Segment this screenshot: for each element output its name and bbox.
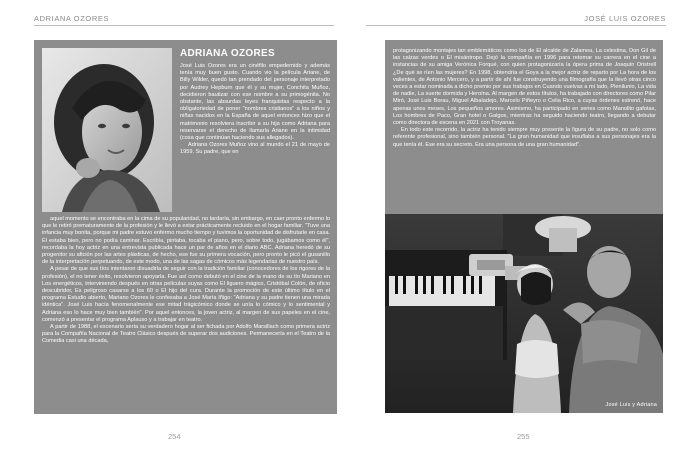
continuation-text <box>393 48 656 149</box>
paragraph: José Luis Ozores era un cinéfilo empedernido y además tenía muy buen gusto. Cuando vio la película Ariane, de Billy Wilder, quedó tan prendado del personaje interpretado por Audrey Hepburn que él y su mujer, Conchita Muñoz, decidieron bautizar con ese nombre a su primogénita. No obstante, las absurdas leyes franquistas respecto a la obligatoriedad de poner "nombres cristianos" a los niños y niñas nacidos en la España de aquel entonces hizo que el matrimonio resolviera inscribir a su hija como Adriana para reservarse el derecho de llamarla Ariane en la intimidad (cosa que continúan haciendo sus allegados). <box>180 63 330 142</box>
photo-caption: José Luis y Adriana <box>605 402 657 408</box>
bio-title: ADRIANA OZORES <box>180 48 275 59</box>
bio-column-text <box>180 63 330 157</box>
portrait-photo <box>42 48 172 212</box>
paragraph: A pesar de que sus tíos intentaron disuadirla de seguir con la tradición familiar (conocedores de los rigores de la profesión), el no tener éxito, resolvieron apoyarla. Fue así como debutó en el cine de la mano de su tío Mariano en Los energéticos, interviniendo después en otras películas suyas como El liguero mágico, Cristóbal Colón, de oficio descubridor, Es peligroso casarse a los 60 o El hijo del cura. Durante la promoción de este último título en el programa Estudio abierto, Mariano Ozores le confesaba a José María Iñigo: "Adriana y su padre tienen una mirada idéntica". José Luis hacía fenomenalmente ese mitad trágicómico donde se unía lo cómico y lo sentimental y Adriana eso lo hace muy bien también". Por aquel entonces, la joven actriz, al margen de sus papeles en el cine, comenzó a presentar el programa Aplauso y a trabajar en teatro. <box>42 266 330 323</box>
running-head-right: JOSÉ LUIS OZORES <box>584 14 666 23</box>
paragraph: Adriana Ozores Muñoz vino al mundo el 21 de mayo de 1959. Su padre, que en <box>180 142 330 156</box>
left-page-panel <box>34 40 337 414</box>
bio-full-width-text <box>42 216 330 346</box>
page-number-left: 254 <box>168 432 181 441</box>
family-photo <box>385 214 663 413</box>
paragraph: A partir de 1988, el escenario sería su verdadero hogar al ser fichada por Adolfo Marsillach como primera actriz para la Compañía Nacional de Teatro Clásico después de superar dos audiciones. Permanecería en el Teatro de la Comedia casi una década, <box>42 324 330 345</box>
header-rule-left <box>34 25 334 26</box>
header-rule-right <box>366 25 666 26</box>
paragraph: aquel momento se encontraba en la cima de su popularidad, no tardaría, sin embargo, en caer pronto enfermo lo que le retiró prematuramente de la profesión y le llevó a estar prácticamente recluido en el hogar familiar. "Tuve una infancia muy bonita, porque mi padre estuvo enfermo mucho tiempo y tuvimos la oportunidad de disfrutarle en casa. Él estaba bien, pero no podía caminar. Escribía, pintaba, tocaba el piano, pero, sobre todo, jugábamos como él", recordaba la hoy actriz en una entrevista publicada hace un par de años en el diario ABC. Adriana heredó de su progenitor su afición por las artes plásticas, de hecho, ese fue su primera vocación, pero pronto le picó el gusanillo de la interpretación perpetuando, de este modo, una de las sagas de cómicos más legendarias de nuestro país. <box>42 216 330 266</box>
page-number-right: 255 <box>517 432 530 441</box>
right-page-text-panel <box>385 40 663 214</box>
portrait-illustration <box>42 48 172 212</box>
running-head-left: ADRIANA OZORES <box>34 14 110 23</box>
paragraph: protagonizando montajes tan emblemáticos como los de El alcalde de Zalamea, La celestina, Don Gil de las calzas verdes o El misántropo. Dejó la compañía en 1996 para retomar su carrera en el cine a instancias de su amiga Verónica Forqué, con quien protagonizaría la ópera prima de Joaquín Oristrell ¿De qué se ríen las mujeres? En 1998, obtendría el Goya a la mejor actriz de reparto por La hora de los valientes, de Antonio Mercero, y a partir de ahí fue construyendo una filmografía que la llevó otras cinco veces a estar nominada a dicho premio por sus trabajos en Cuando vuelvas a mi lado, Plenilunio, La vida de nadie, La suerte dormida y Heroína. Al margen de estos títulos, ha trabajado con directores como Pilar Miró, José Luis Borau, Miguel Albaladejo, Marcelo Piñeyro o Celia Rico, a cuyas órdenes estrenó, hace apenas unos meses, Los pequeños amores. Asimismo, ha participado en series como Manolito gafotas, Los hombres de Paco, Gran hotel o Galgos, mientras ha seguido haciendo teatro, llegando a debutar como directora de escena en 2021 con Troyanas. <box>393 48 656 127</box>
piano-scene-illustration <box>385 214 663 413</box>
paragraph: En todo este recorrido, la actriz ha tenido siempre muy presente la figura de su padre, no solo como referente profesional, sino también personal. "La gran humanidad que insuflaba a sus personajes era la que tenía él. Ese era su secreto. Era una persona de una gran humanidad". <box>393 127 656 148</box>
